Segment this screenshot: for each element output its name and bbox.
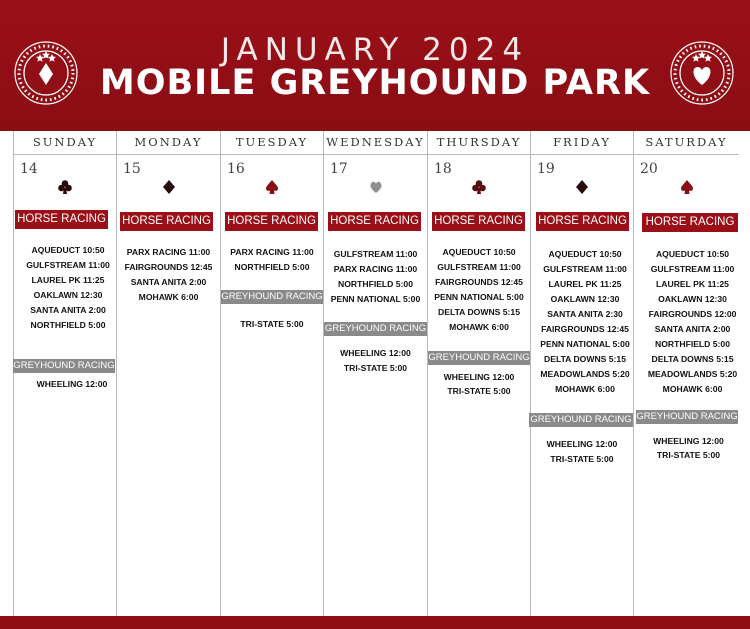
race-entry: GULFSTREAM 11:00 bbox=[543, 264, 627, 274]
horse-racing-label: HORSE RACING bbox=[328, 212, 421, 231]
calendar-week-grid bbox=[13, 131, 739, 616]
race-entry: PARX RACING 11:00 bbox=[126, 247, 211, 257]
diamond-icon bbox=[531, 179, 633, 197]
race-entry: WHEELING 12:00 bbox=[36, 379, 108, 389]
race-entry: GULFSTREAM 11:00 bbox=[333, 249, 418, 259]
header-banner bbox=[0, 0, 750, 131]
horse-racing-label: HORSE RACING bbox=[536, 212, 629, 231]
day-name: SATURDAY bbox=[634, 131, 739, 155]
race-entry: FAIRGROUNDS 12:45 bbox=[541, 324, 629, 334]
day-column-friday bbox=[531, 131, 634, 616]
race-entry: LAUREL PK 11:25 bbox=[656, 279, 729, 289]
day-number: 15 bbox=[123, 161, 141, 177]
greyhound-racing-label: GREYHOUND RACING bbox=[428, 352, 530, 363]
race-entry: LAUREL PK 11:25 bbox=[548, 279, 622, 289]
day-name: SUNDAY bbox=[14, 131, 116, 155]
race-entry: DELTA DOWNS 5:15 bbox=[651, 354, 734, 364]
race-entry: MEADOWLANDS 5:20 bbox=[540, 369, 630, 379]
race-entry: DELTA DOWNS 5:15 bbox=[544, 354, 626, 364]
greyhound-racing-label: GREYHOUND RACING bbox=[13, 360, 115, 371]
day-name: TUESDAY bbox=[221, 131, 323, 155]
greyhound-racing-list bbox=[638, 434, 739, 462]
race-entry: WHEELING 12:00 bbox=[653, 436, 724, 446]
greyhound-racing-list bbox=[221, 317, 323, 332]
day-name: THURSDAY bbox=[428, 131, 530, 155]
race-entry: TRI-STATE 5:00 bbox=[447, 386, 511, 396]
race-entry: FAIRGROUNDS 12:00 bbox=[648, 309, 737, 319]
day-column-saturday bbox=[634, 131, 739, 616]
day-column-tuesday bbox=[221, 131, 324, 616]
month-title: JANUARY 2024 bbox=[220, 32, 530, 68]
horse-racing-list bbox=[537, 247, 633, 397]
race-entry: AQUEDUCT 10:50 bbox=[31, 245, 105, 255]
day-name: MONDAY bbox=[117, 131, 220, 155]
race-entry: WHEELING 12:00 bbox=[340, 348, 411, 358]
heart-icon bbox=[324, 179, 427, 197]
day-number: 18 bbox=[434, 161, 452, 177]
race-entry: NORTHFIELD 5:00 bbox=[234, 262, 310, 272]
heart-stars-logo-icon bbox=[669, 40, 735, 106]
race-entry: MOHAWK 6:00 bbox=[138, 292, 199, 302]
horse-racing-label: HORSE RACING bbox=[120, 212, 213, 231]
race-entry: SANTA ANITA 2:00 bbox=[130, 277, 207, 287]
day-column-monday bbox=[117, 131, 221, 616]
day-name: FRIDAY bbox=[531, 131, 633, 155]
horse-racing-label: HORSE RACING bbox=[432, 212, 525, 231]
horse-racing-list bbox=[324, 247, 427, 307]
spade-icon bbox=[634, 179, 739, 197]
race-entry: FAIRGROUNDS 12:45 bbox=[435, 277, 523, 287]
greyhound-racing-label: GREYHOUND RACING bbox=[324, 323, 427, 334]
race-entry: AQUEDUCT 10:50 bbox=[442, 247, 516, 257]
day-number: 19 bbox=[537, 161, 555, 177]
race-entry: GULFSTREAM 11:00 bbox=[437, 262, 521, 272]
horse-racing-label: HORSE RACING bbox=[225, 212, 318, 231]
race-entry: TRI-STATE 5:00 bbox=[240, 319, 304, 329]
race-entry: PENN NATIONAL 5:00 bbox=[330, 294, 421, 304]
race-entry: MOHAWK 6:00 bbox=[662, 384, 723, 394]
race-entry: SANTA ANITA 2:00 bbox=[654, 324, 731, 334]
race-entry: SANTA ANITA 2:30 bbox=[547, 309, 623, 319]
horse-racing-label: HORSE RACING bbox=[642, 213, 738, 232]
club-icon bbox=[428, 179, 530, 197]
race-entry: TRI-STATE 5:00 bbox=[550, 454, 614, 464]
park-title: MOBILE GREYHOUND PARK bbox=[99, 63, 651, 103]
race-entry: LAUREL PK 11:25 bbox=[31, 275, 105, 285]
race-entry: OAKLAWN 12:30 bbox=[658, 294, 727, 304]
day-name: WEDNESDAY bbox=[324, 131, 427, 155]
race-entry: AQUEDUCT 10:50 bbox=[548, 249, 622, 259]
race-entry: TRI-STATE 5:00 bbox=[656, 450, 721, 460]
race-entry: GULFSTREAM 11:00 bbox=[26, 260, 110, 270]
race-entry: PENN NATIONAL 5:00 bbox=[434, 292, 524, 302]
diamond-icon bbox=[117, 179, 220, 197]
race-entry: NORTHFIELD 5:00 bbox=[655, 339, 730, 349]
day-column-wednesday bbox=[324, 131, 428, 616]
horse-racing-list bbox=[117, 245, 220, 305]
race-entry: WHEELING 12:00 bbox=[546, 439, 618, 449]
race-entry: GULFSTREAM 11:00 bbox=[650, 264, 735, 274]
horse-racing-label: HORSE RACING bbox=[15, 210, 108, 229]
greyhound-racing-label: GREYHOUND RACING bbox=[221, 291, 323, 302]
spade-icon bbox=[221, 179, 323, 197]
club-icon bbox=[14, 179, 116, 197]
greyhound-racing-list bbox=[28, 377, 116, 392]
race-entry: AQUEDUCT 10:50 bbox=[655, 249, 730, 259]
race-entry: MOHAWK 6:00 bbox=[449, 322, 509, 332]
race-entry: OAKLAWN 12:30 bbox=[33, 290, 103, 300]
footer-bar bbox=[0, 616, 750, 629]
race-entry: WHEELING 12:00 bbox=[443, 372, 515, 382]
race-entry: SANTA ANITA 2:00 bbox=[30, 305, 106, 315]
horse-racing-list bbox=[20, 243, 116, 333]
race-entry: PENN NATIONAL 5:00 bbox=[540, 339, 630, 349]
greyhound-racing-list bbox=[531, 437, 633, 467]
greyhound-racing-label: GREYHOUND RACING bbox=[636, 411, 738, 422]
day-column-sunday bbox=[13, 131, 117, 616]
race-entry: TRI-STATE 5:00 bbox=[343, 363, 408, 373]
day-column-thursday bbox=[428, 131, 531, 616]
greyhound-racing-list bbox=[428, 370, 530, 398]
race-entry: FAIRGROUNDS 12:45 bbox=[124, 262, 213, 272]
race-entry: NORTHFIELD 5:00 bbox=[338, 279, 413, 289]
day-number: 16 bbox=[227, 161, 245, 177]
race-entry: PARX RACING 11:00 bbox=[333, 264, 418, 274]
greyhound-racing-label: GREYHOUND RACING bbox=[530, 414, 632, 425]
day-number: 14 bbox=[20, 161, 38, 177]
horse-racing-list bbox=[428, 245, 530, 335]
race-entry: NORTHFIELD 5:00 bbox=[30, 320, 106, 330]
horse-racing-list bbox=[221, 245, 323, 275]
race-entry: DELTA DOWNS 5:15 bbox=[438, 307, 520, 317]
race-entry: PARX RACING 11:00 bbox=[230, 247, 314, 257]
race-entry: OAKLAWN 12:30 bbox=[550, 294, 620, 304]
day-number: 17 bbox=[330, 161, 348, 177]
race-entry: MOHAWK 6:00 bbox=[555, 384, 615, 394]
day-number: 20 bbox=[640, 161, 658, 177]
greyhound-racing-list bbox=[324, 346, 427, 376]
race-entry: MEADOWLANDS 5:20 bbox=[647, 369, 738, 379]
horse-racing-list bbox=[646, 247, 739, 397]
